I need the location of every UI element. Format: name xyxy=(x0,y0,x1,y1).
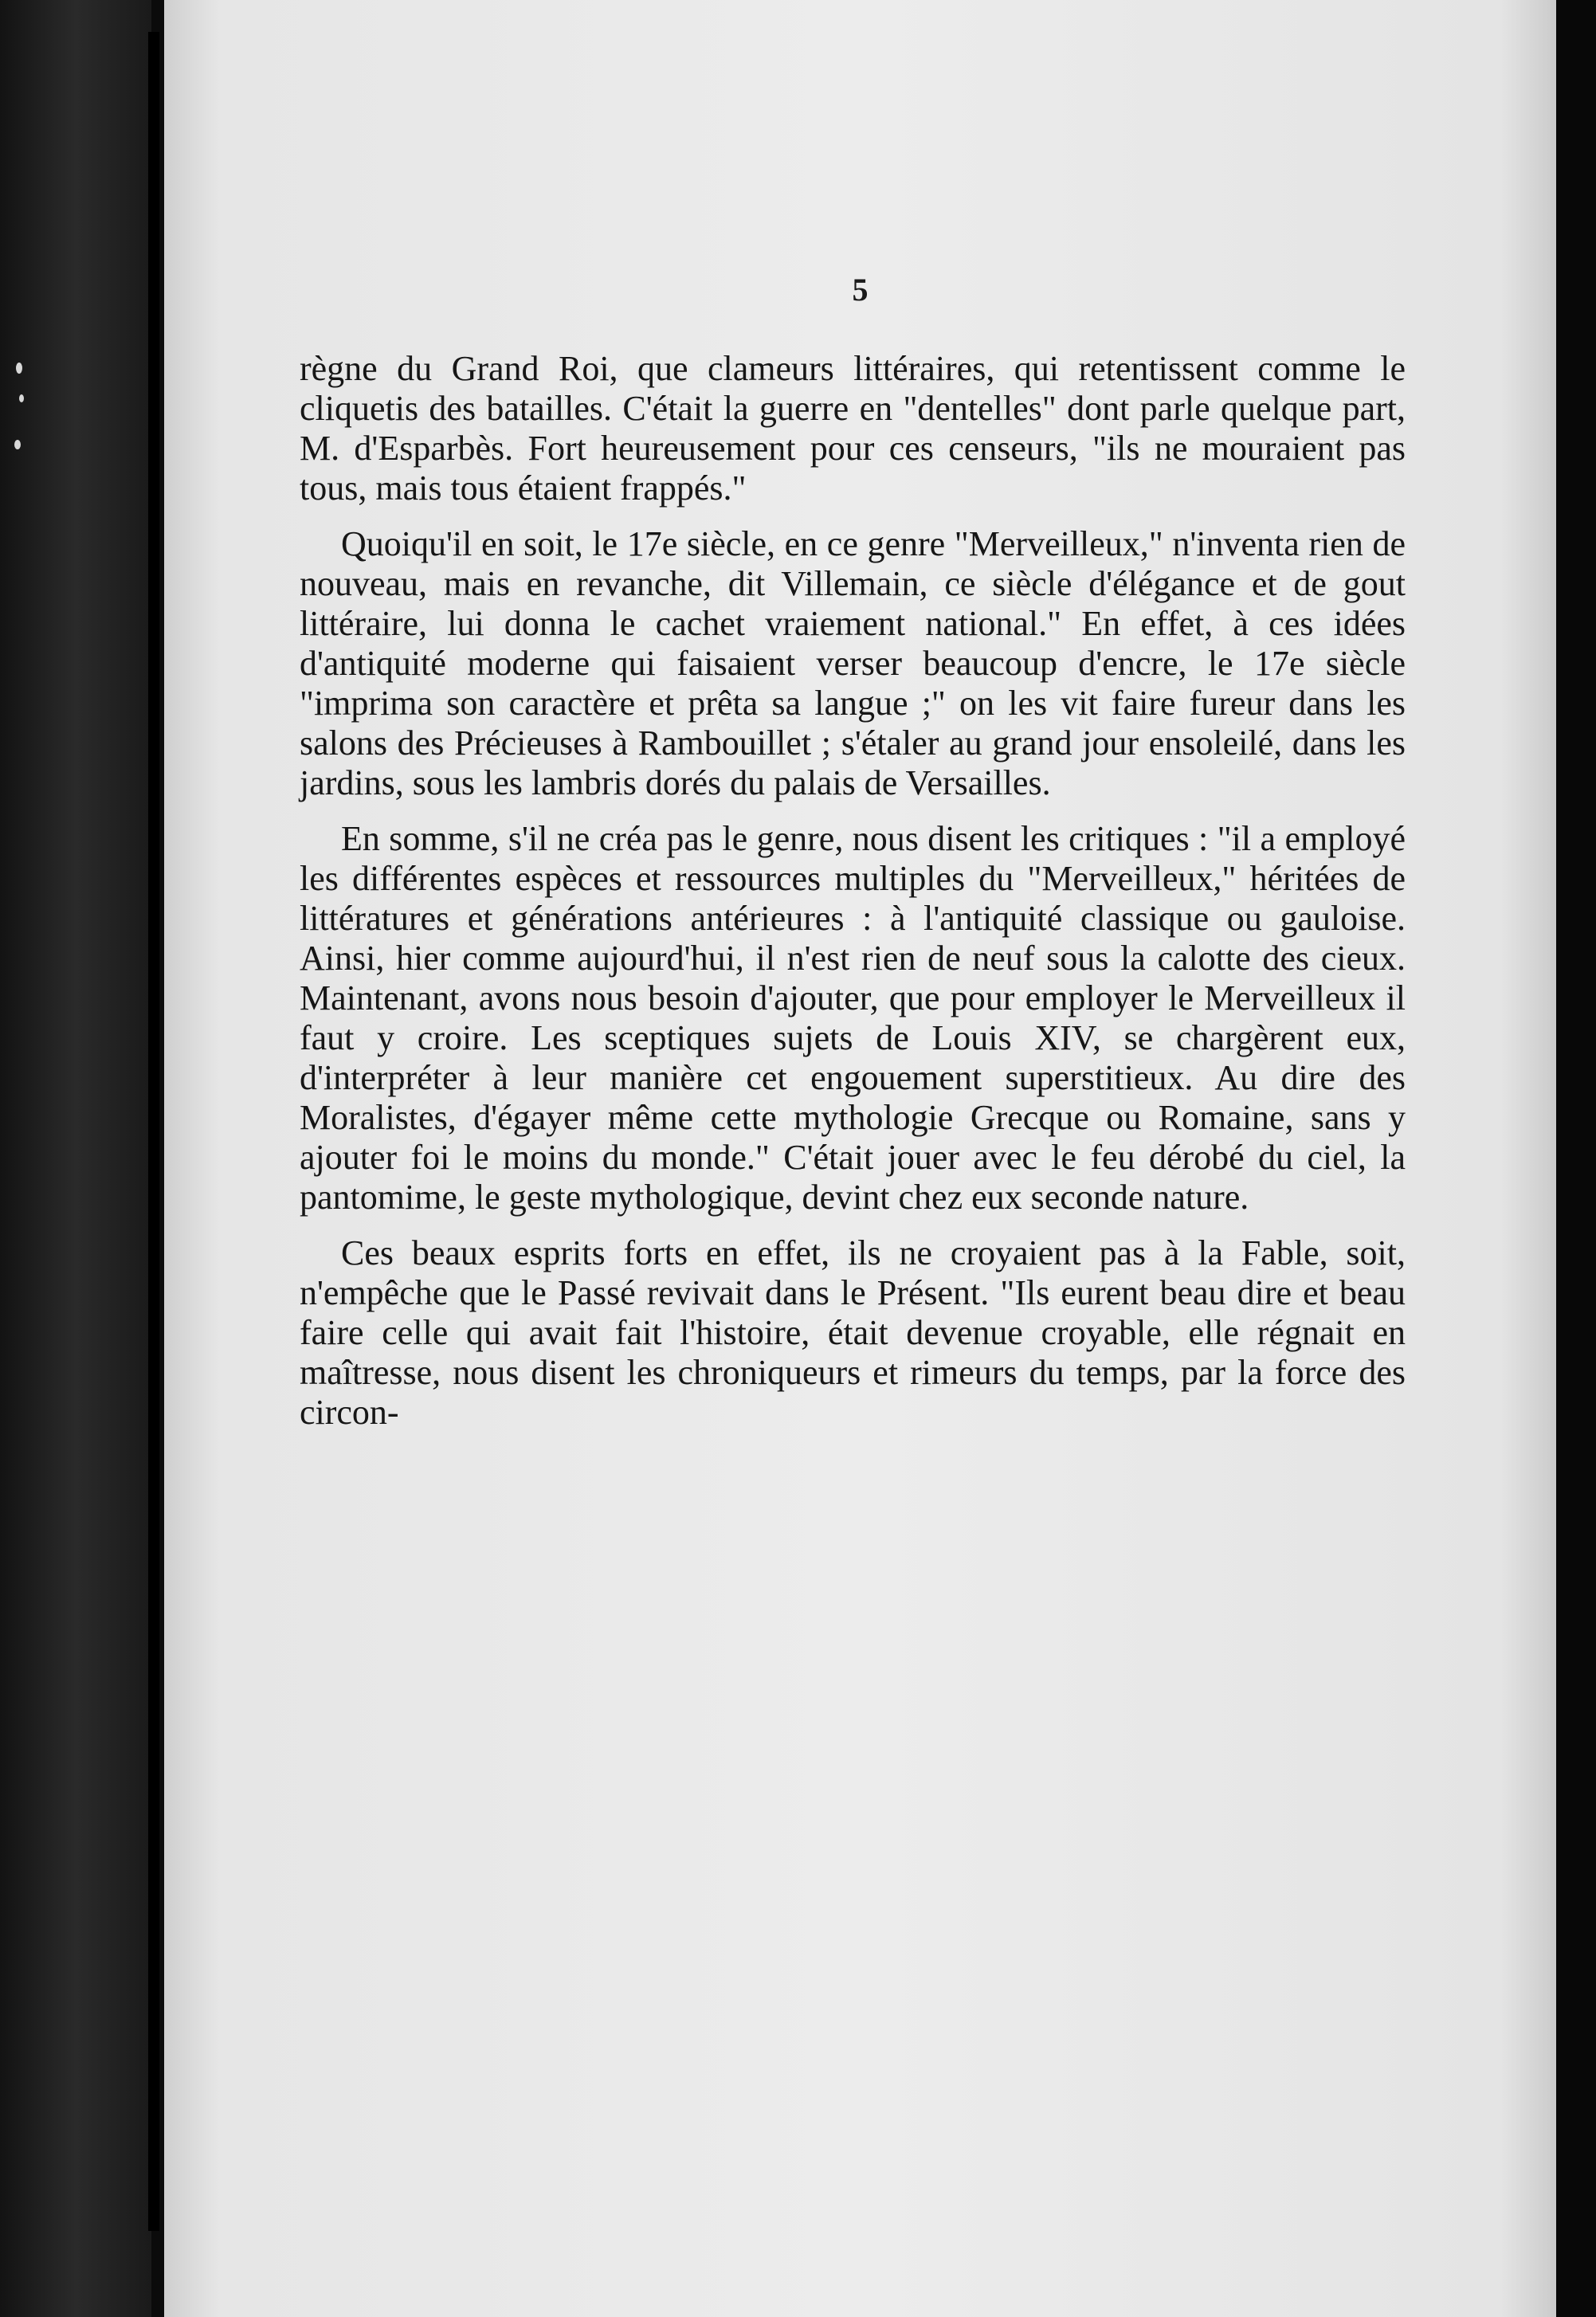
scan-speck xyxy=(16,363,22,374)
body-text xyxy=(300,349,1406,1449)
scan-speck xyxy=(19,394,24,402)
paragraph: Quoiqu'il en soit, le 17e siècle, en ce genre "Merveilleux," n'inventa rien de nouveau, mais en revanche, dit Villemain, ce siècle d'élégance et de gout littéraire, lui donna le cachet vraiement national." En effet, à ces idées d'antiquité moderne qui faisaient verser beaucoup d'encre, le 17e siècle "imprima son caractère et prêta sa langue ;" on les vit faire fureur dans les salons des Précieuses à Rambouillet ; s'étaler au grand jour ensoleilé, dans les jardins, sous les lambris dorés du palais de Versailles. xyxy=(300,524,1406,802)
paragraph: En somme, s'il ne créa pas le genre, nous disent les critiques : "il a employé les différentes espèces et ressources multiples du "Merveilleux," héritées de littératures et générations antérieures : à l'antiquité classique ou gauloise. Ainsi, hier comme aujourd'hui, il n'est rien de neuf sous la calotte des cieux. Maintenant, avons nous besoin d'ajouter, que pour employer le Merveilleux il faut y croire. Les sceptiques sujets de Louis XIV, se chargèrent eux, d'interpréter à leur manière cet engouement superstitieux. Au dire des Moralistes, d'égayer même cette mythologie Grecque ou Romaine, sans y ajouter foi le moins du monde." C'était jouer avec le feu dérobé du ciel, la pantomime, le geste mythologique, devint chez eux seconde nature. xyxy=(300,819,1406,1217)
facing-page-edge xyxy=(148,32,159,2231)
scan-speck xyxy=(14,440,21,449)
scan-left-margin xyxy=(0,0,151,2317)
page-number: 5 xyxy=(852,272,869,308)
paragraph: règne du Grand Roi, que clameurs littéraires, qui retentissent comme le cliquetis des batailles. C'était la guerre en "dentelles" dont parle quelque part, M. d'Esparbès. Fort heureusement pour ces censeurs, "ils ne mouraient pas tous, mais tous étaient frappés." xyxy=(300,349,1406,508)
paragraph: Ces beaux esprits forts en effet, ils ne croyaient pas à la Fable, soit, n'empêche que le Passé revivait dans le Présent. "Ils eurent beau dire et beau faire celle qui avait fait l'histoire, était devenue croyable, elle régnait en maîtresse, nous disent les chroniqueurs et rimeurs du temps, par la force des circon- xyxy=(300,1233,1406,1432)
document-page xyxy=(164,0,1556,2317)
scan-right-margin xyxy=(1556,0,1596,2317)
